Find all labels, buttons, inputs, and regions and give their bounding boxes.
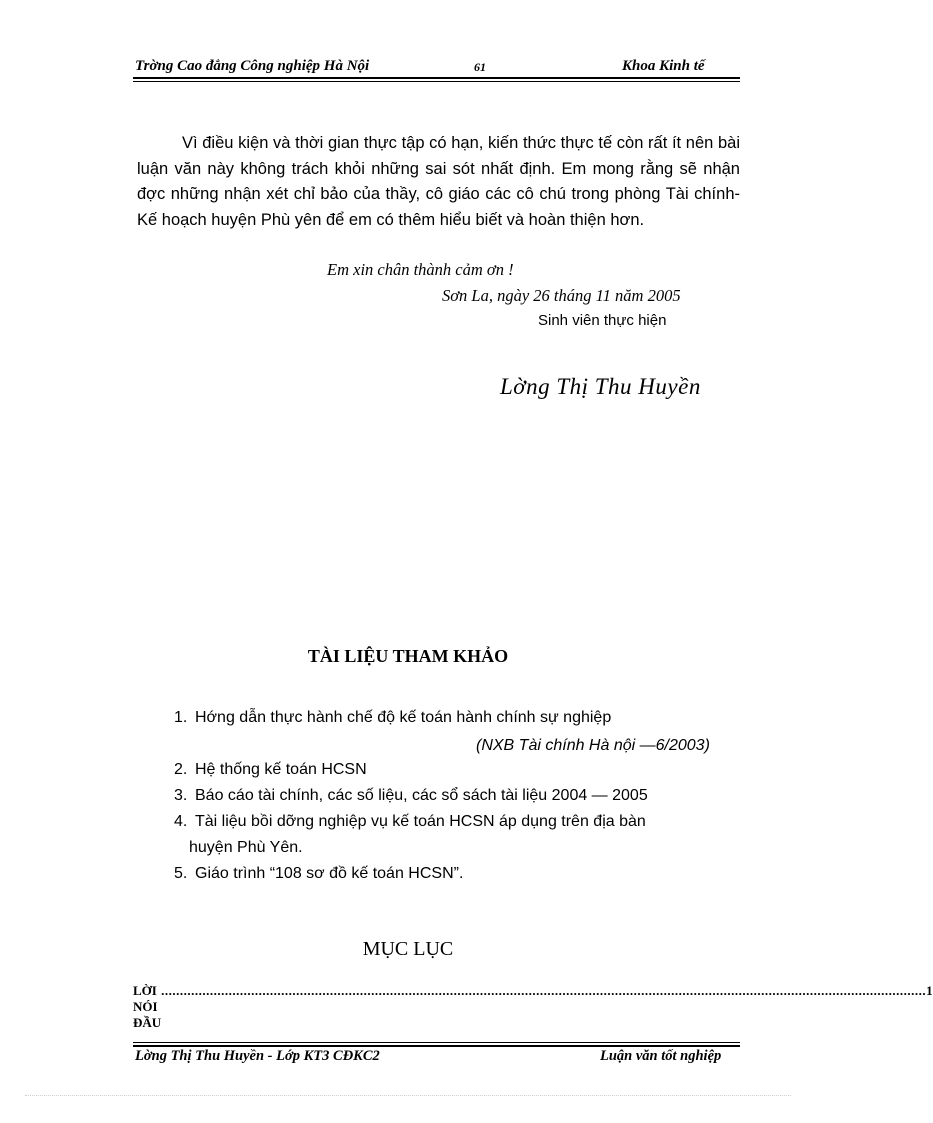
reference-text: Giáo trình “108 sơ đồ kế toán HCSN”. (195, 865, 464, 882)
reference-number: 5. (174, 865, 188, 882)
header-faculty: Khoa Kinh tế (622, 58, 705, 74)
reference-number: 4. (174, 813, 188, 830)
footer-rule-thick (133, 1045, 740, 1047)
reference-text-continued: huyện Phù Yên. (189, 839, 303, 856)
reference-item (174, 783, 740, 809)
reference-item (174, 757, 740, 783)
footer-author: Lờng Thị Thu Huyền - Lớp KT3 CĐKC2 (135, 1048, 380, 1064)
header-school: Trờng Cao đẳng Công nghiệp Hà Nội (135, 58, 370, 74)
header-rule-thin (133, 81, 740, 82)
reference-item (174, 861, 740, 887)
bottom-dotted-line (25, 1095, 791, 1096)
signature: Lờng Thị Thu Huyền (500, 374, 701, 399)
reference-text: Hớng dẫn thực hành chế độ kế toán hành chính sự nghiệp (195, 709, 612, 726)
header-rule-thick (133, 77, 740, 79)
reference-text: Báo cáo tài chính, các số liệu, các sổ sách tài liệu 2004 — 2005 (195, 787, 648, 804)
toc-title: MỤC LỤC (362, 938, 454, 960)
reference-number: 1. (174, 709, 188, 726)
thanks-line: Em xin chân thành cảm ơn ! (327, 260, 514, 279)
place-date-line: Sơn La, ngày 26 tháng 11 năm 2005 (442, 286, 681, 305)
reference-number: 3. (174, 787, 188, 804)
reference-number: 2. (174, 761, 188, 778)
student-role: Sinh viên thực hiện (538, 312, 667, 329)
footer-doc-type: Luận văn tốt nghiệp (600, 1048, 722, 1064)
header-page-number: 61 (474, 60, 486, 74)
footer-rule-thin (133, 1042, 740, 1043)
toc-entry[interactable] (133, 983, 933, 1031)
closing-paragraph: Vì điều kiện và thời gian thực tập có hạn, kiến thức thực tế còn rất ít nên bài luận văn này không trách khỏi những sai sót nhất định. Em mong rằng sẽ nhận đợc những nhận xét chỉ bảo của thầy, cô giáo các cô chú trong phòng Tài chính-Kế hoạch huyện Phù yên để em có thêm hiểu biết và hoàn thiện hơn. (137, 134, 740, 229)
toc-entry-label: LỜI NÓI ĐẦU (133, 983, 162, 1030)
reference-item (174, 705, 740, 731)
toc-entry-page: 1 (926, 983, 933, 998)
reference-item (174, 809, 740, 835)
reference-source: (NXB Tài chính Hà nội —6/2003) (476, 737, 710, 754)
reference-text: Hệ thống kế toán HCSN (195, 761, 367, 778)
references-title: TÀI LIỆU THAM KHẢO (307, 646, 509, 666)
toc-leader-dots: ............................................................................................................................................................................................................ (161, 983, 927, 998)
reference-text: Tài liệu bồi dỡng nghiệp vụ kế toán HCSN áp dụng trên địa bàn (195, 813, 646, 830)
